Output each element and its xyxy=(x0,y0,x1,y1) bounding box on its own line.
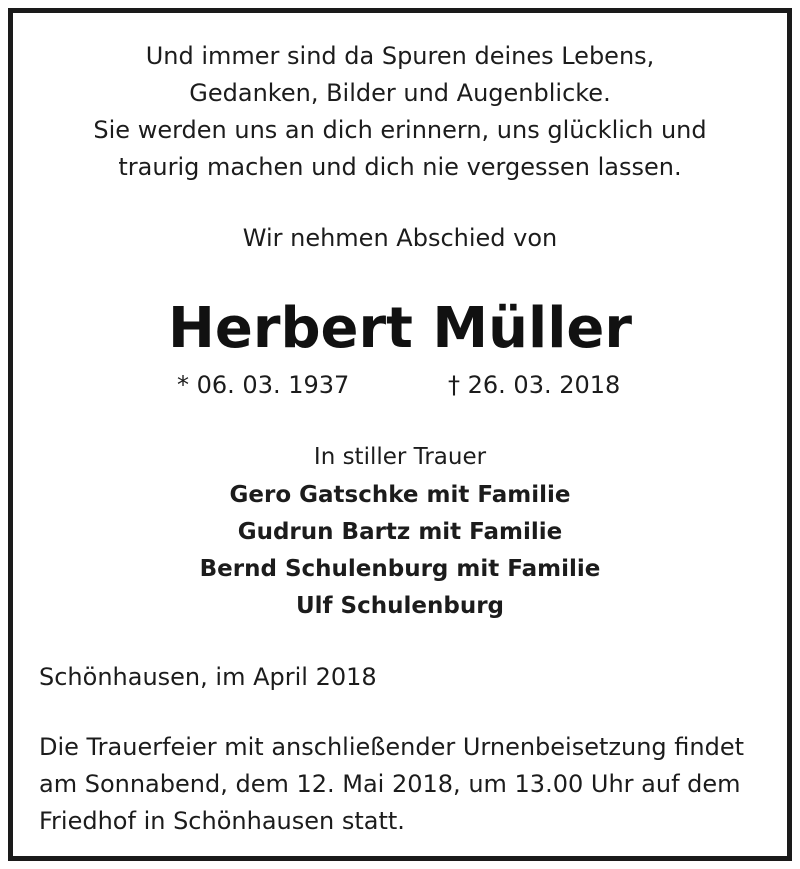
death-date: † 26. 03. 2018 xyxy=(448,371,621,399)
mourner-name: Ulf Schulenburg xyxy=(295,593,505,619)
poem-line: Und immer sind da Spuren deines Lebens, xyxy=(145,42,655,70)
ceremony-line: am Sonnabend, dem 12. Mai 2018, um 13.00 Uhr auf dem xyxy=(39,770,741,798)
ceremony-line: Friedhof in Schönhausen statt. xyxy=(39,807,405,835)
poem-line: Gedanken, Bilder und Augenblicke. xyxy=(189,79,611,107)
poem-line: traurig machen und dich nie vergessen lassen. xyxy=(118,153,682,181)
poem-line: Sie werden uns an dich erinnern, uns glücklich und xyxy=(93,116,707,144)
mourner-name: Bernd Schulenburg mit Familie xyxy=(199,556,601,582)
mourning-heading: In stiller Trauer xyxy=(313,444,487,470)
obituary-notice xyxy=(8,8,792,861)
ceremony-line: Die Trauerfeier mit anschließender Urnenbeisetzung findet xyxy=(39,733,745,761)
place-and-date: Schönhausen, im April 2018 xyxy=(39,663,377,691)
farewell-intro: Wir nehmen Abschied von xyxy=(242,224,558,252)
mourner-name: Gero Gatschke mit Familie xyxy=(229,482,571,508)
mourner-name: Gudrun Bartz mit Familie xyxy=(237,519,563,545)
birth-date: * 06. 03. 1937 xyxy=(177,371,350,399)
deceased-name: Herbert Müller xyxy=(168,296,632,361)
